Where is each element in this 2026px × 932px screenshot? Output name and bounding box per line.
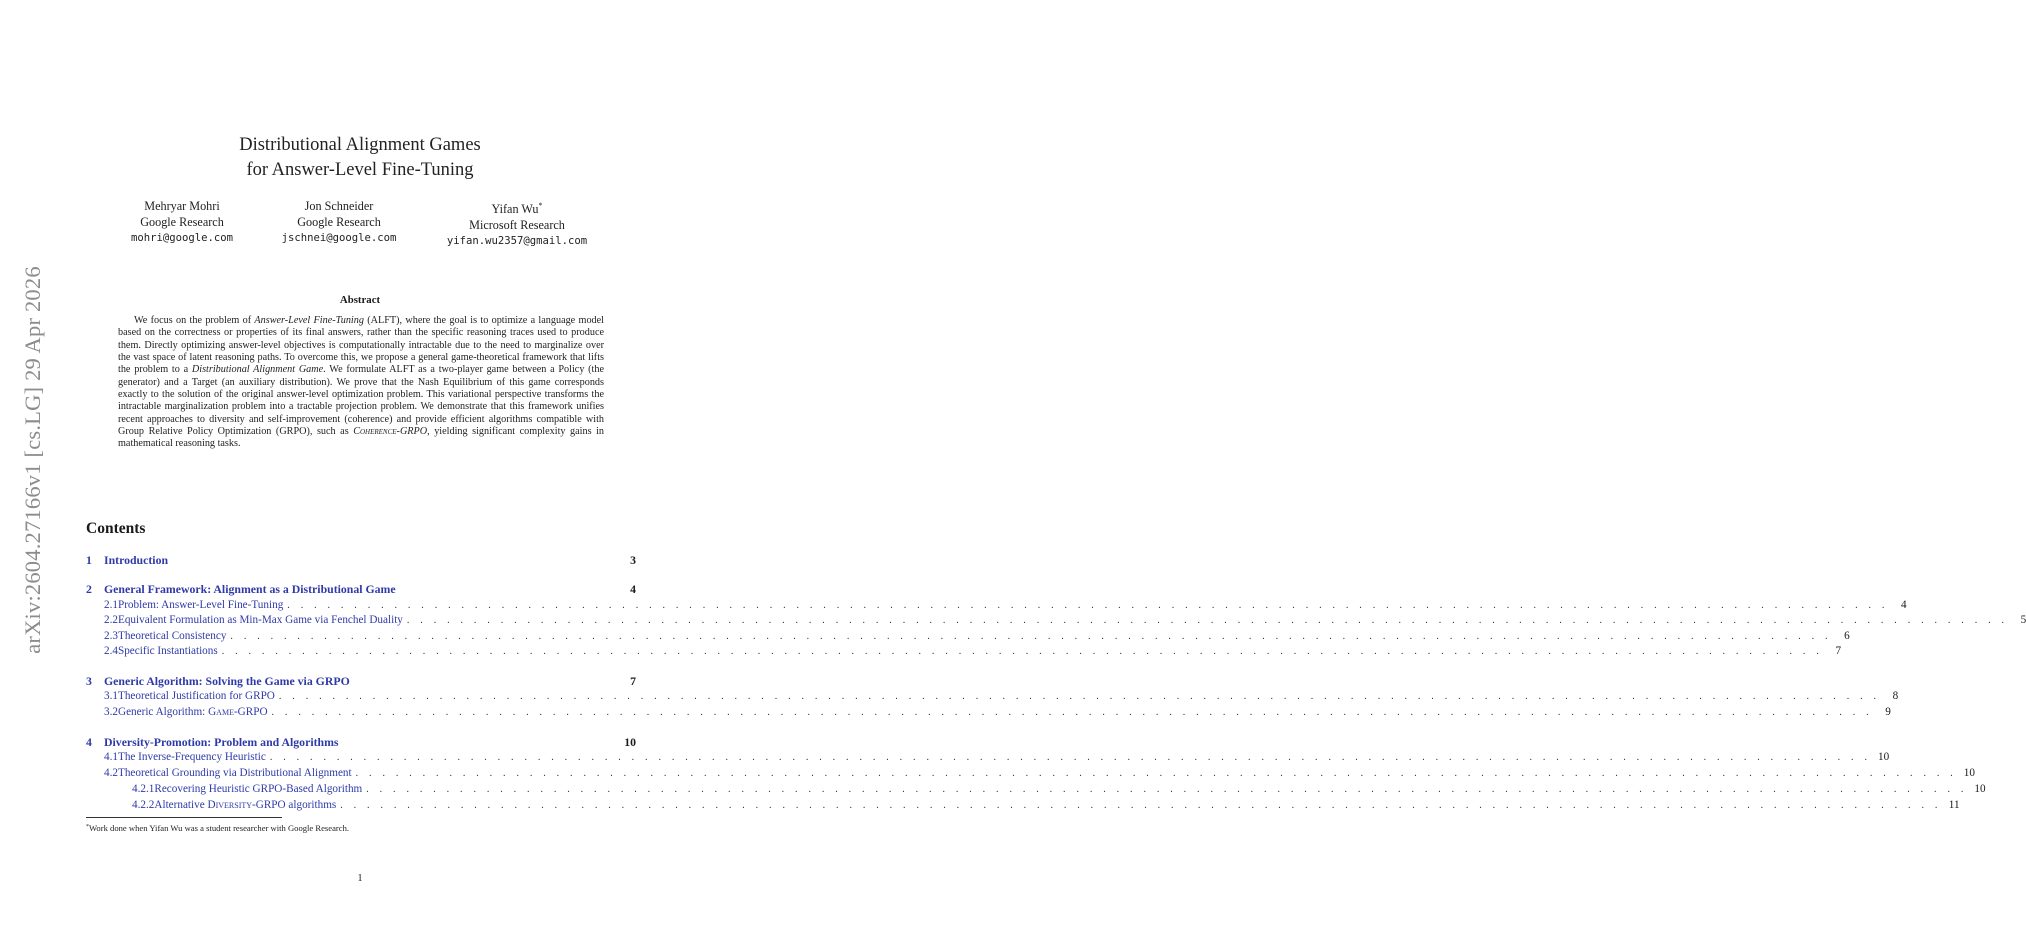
footnote-divider <box>86 817 282 818</box>
toc-entry-link[interactable]: Problem: Answer-Level Fine-Tuning <box>117 599 284 611</box>
toc-entry-link[interactable]: General Framework: Alignment as a Distributional Game <box>104 582 396 596</box>
toc-entry[interactable] <box>86 582 636 596</box>
toc-leader-dots: . . . . . . . . . . . . . . . . . . . . . . . . . . . . . . . . . . . . . . . . . . . . . . . . . . . . . . . . . . . . . . . . . . . . . . . . . . . . . . . . . . . . . . . . . . . . . . . . . . . . . . . . . . . . . . . . . . . . . . . . <box>406 615 2009 626</box>
title-line-1: Distributional Alignment Games <box>239 135 481 155</box>
author-affiliation: Google Research <box>297 215 381 229</box>
toc-entry-number[interactable]: 2.3 <box>104 630 118 642</box>
small-caps-term: Diversity <box>207 799 253 811</box>
toc-entry[interactable] <box>86 614 2026 628</box>
toc-leader-dots: . . . . . . . . . . . . . . . . . . . . . . . . . . . . . . . . . . . . . . . . . . . . . . . . . . . . . . . . . . . . . . . . . . . . . . . . . . . . . . . . . . . . . . . . . . . . . . . . . . . . . . . . . . . . . . . . . . . . . . . . <box>269 752 1872 763</box>
toc-entry-page[interactable]: 7 <box>1835 645 1842 657</box>
footnote-marker: * <box>86 824 89 830</box>
abstract-text-segment: Answer-Level Fine-Tuning <box>254 315 364 326</box>
toc-entry[interactable] <box>86 553 636 567</box>
page-number: 1 <box>357 873 363 884</box>
abstract-text-segment: Distributional Alignment Game <box>191 364 324 376</box>
toc-entry[interactable] <box>86 783 1986 797</box>
small-caps-term: Game <box>208 706 234 718</box>
toc-entry-number[interactable]: 3 <box>86 674 92 688</box>
toc-entry-number[interactable]: 2.1 <box>104 599 118 611</box>
toc-entry[interactable] <box>86 630 1850 644</box>
title-line-2: for Answer-Level Fine-Tuning <box>246 160 474 180</box>
toc-entry-number[interactable]: 2.2 <box>104 614 118 626</box>
abstract-heading: Abstract <box>339 294 381 306</box>
author-name: Mehryar Mohri <box>144 199 220 213</box>
toc-entry-number[interactable]: 4.1 <box>104 751 118 763</box>
toc-entry-page[interactable]: 10 <box>624 735 636 749</box>
author-name: Yifan Wu <box>491 202 539 217</box>
toc-entry-link[interactable]: Alternative Diversity-GRPO algorithms <box>154 799 337 811</box>
toc-entry[interactable] <box>86 767 1975 781</box>
toc-entry[interactable] <box>86 751 1890 765</box>
contents-heading: Contents <box>86 520 146 537</box>
toc-entry-page[interactable]: 10 <box>1963 767 1975 779</box>
toc-leader-dots: . . . . . . . . . . . . . . . . . . . . . . . . . . . . . . . . . . . . . . . . . . . . . . . . . . . . . . . . . . . . . . . . . . . . . . . . . . . . . . . . . . . . . . . . . . . . . . . . . . . . . . . . . . . . . . . . . . . . . . . . <box>287 600 1889 611</box>
toc-entry-number[interactable]: 4 <box>86 735 92 749</box>
toc-entry[interactable] <box>86 645 1842 659</box>
toc-leader-dots: . . . . . . . . . . . . . . . . . . . . . . . . . . . . . . . . . . . . . . . . . . . . . . . . . . . . . . . . . . . . . . . . . . . . . . . . . . . . . . . . . . . . . . . . . . . . . . . . . . . . . . . . . . . . . . . . . . . . . . . . <box>278 691 1881 702</box>
toc-entry-link[interactable]: Specific Instantiations <box>117 645 218 657</box>
toc-entry-number[interactable]: 4.2.2 <box>132 799 155 811</box>
author-name: Jon Schneider <box>304 199 374 213</box>
toc-entry-number[interactable]: 3.1 <box>104 690 118 702</box>
author-3 <box>432 198 602 249</box>
toc-entry-link[interactable]: Recovering Heuristic GRPO-Based Algorithm <box>154 783 363 795</box>
abstract-text-segment: , yielding significant complexity gains in mathematical reasoning tasks. <box>118 426 604 450</box>
author-name-line <box>432 198 602 217</box>
toc-entry-page[interactable]: 10 <box>1974 783 1986 795</box>
toc-entry-link[interactable]: Generic Algorithm: Solving the Game via GRPO <box>104 674 350 688</box>
toc-entry[interactable] <box>86 690 1899 704</box>
arxiv-identifier-stamp <box>4 245 62 675</box>
toc-entry[interactable] <box>86 706 1891 720</box>
abstract-body <box>118 315 604 451</box>
toc-entry-number[interactable]: 4.2 <box>104 767 118 779</box>
toc-leader-dots: . . . . . . . . . . . . . . . . . . . . . . . . . . . . . . . . . . . . . . . . . . . . . . . . . . . . . . . . . . . . . . . . . . . . . . . . . . . . . . . . . . . . . . . . . . . . . . . . . . . . . . . . . . . . . . . . . . . . . . . . <box>355 768 1957 779</box>
footnote-text: Work done when Yifan Wu was a student researcher with Google Research. <box>89 823 350 833</box>
abstract-text-segment: Coherence-GRPO <box>353 426 428 438</box>
toc-entry-link[interactable]: Equivalent Formulation as Min-Max Game via Fenchel Duality <box>117 614 403 626</box>
toc-entry-link[interactable]: Theoretical Justification for GRPO <box>117 690 275 702</box>
toc-entry-page[interactable]: 7 <box>630 674 636 688</box>
arxiv-identifier-text: arXiv:2604.27166v1 [cs.LG] 29 Apr 2026 <box>20 266 45 654</box>
toc-entry-page[interactable]: 11 <box>1948 799 1960 811</box>
toc-entry-number[interactable]: 4.2.1 <box>132 783 155 795</box>
toc-leader-dots: . . . . . . . . . . . . . . . . . . . . . . . . . . . . . . . . . . . . . . . . . . . . . . . . . . . . . . . . . . . . . . . . . . . . . . . . . . . . . . . . . . . . . . . . . . . . . . . . . . . . . . . . . . . . . . . . . . . . . . . . <box>366 784 1968 795</box>
toc-entry-number[interactable]: 1 <box>86 553 92 567</box>
toc-entry-page[interactable]: 8 <box>1892 690 1899 702</box>
toc-entry-link[interactable]: Introduction <box>104 553 169 567</box>
toc-entry-page[interactable]: 5 <box>2020 614 2026 626</box>
author-email[interactable]: jschnei@google.com <box>281 232 397 244</box>
toc-entry-page[interactable]: 9 <box>1885 706 1891 718</box>
footnote-marker[interactable]: * <box>538 201 543 210</box>
footnote <box>86 823 626 833</box>
toc-entry[interactable] <box>86 799 1960 813</box>
toc-entry-link[interactable]: Diversity-Promotion: Problem and Algorithms <box>104 735 339 749</box>
author-2 <box>269 198 409 246</box>
toc-entry-number[interactable]: 3.2 <box>104 706 118 718</box>
toc-entry-page[interactable]: 6 <box>1844 630 1850 642</box>
toc-leader-dots: . . . . . . . . . . . . . . . . . . . . . . . . . . . . . . . . . . . . . . . . . . . . . . . . . . . . . . . . . . . . . . . . . . . . . . . . . . . . . . . . . . . . . . . . . . . . . . . . . . . . . . . . . . . . . . . . . . . . . . . . <box>230 631 1832 642</box>
toc-entry-page[interactable]: 3 <box>630 553 636 567</box>
author-email[interactable]: yifan.wu2357@gmail.com <box>446 235 588 248</box>
abstract-text-segment: We focus on the problem of <box>134 315 255 326</box>
author-affiliation: Microsoft Research <box>469 218 565 233</box>
author-email[interactable]: mohri@google.com <box>130 232 234 244</box>
toc-leader-dots: . . . . . . . . . . . . . . . . . . . . . . . . . . . . . . . . . . . . . . . . . . . . . . . . . . . . . . . . . . . . . . . . . . . . . . . . . . . . . . . . . . . . . . . . . . . . . . . . . . . . . . . . . . . . . . . . . . . . . . . . <box>221 646 1824 657</box>
toc-entry-number[interactable]: 2 <box>86 582 92 596</box>
toc-entry-page[interactable]: 4 <box>1901 599 1907 611</box>
toc-entry-link[interactable]: Theoretical Consistency <box>117 630 227 642</box>
toc-entry[interactable] <box>86 674 636 688</box>
toc-entry[interactable] <box>86 735 636 749</box>
author-affiliation: Google Research <box>140 215 224 229</box>
paper-title <box>150 133 570 183</box>
toc-entry-page[interactable]: 10 <box>1877 751 1890 763</box>
toc-entry-link[interactable]: Generic Algorithm: Game-GRPO <box>117 706 268 718</box>
toc-leader-dots: . . . . . . . . . . . . . . . . . . . . . . . . . . . . . . . . . . . . . . . . . . . . . . . . . . . . . . . . . . . . . . . . . . . . . . . . . . . . . . . . . . . . . . . . . . . . . . . . . . . . . . . . . . . . . . . . . . . . . . . . <box>271 707 1873 718</box>
toc-entry-link[interactable]: Theoretical Grounding via Distributional Alignment <box>117 767 352 779</box>
toc-entry-link[interactable]: The Inverse-Frequency Heuristic <box>117 751 266 763</box>
abstract-text-segment: (ALFT), where the goal is to optimize a language model based on the correctness or properties of its final answers, rather than the specific reasoning traces used to produce them. Directly optimizing answer-level objectives is computationally intractable due to the need to marginalize over the vast space of latent reasoning paths. To overcome this, we propose a general game-theoretical framework that lifts the problem to a <box>118 315 604 376</box>
toc-entry[interactable] <box>86 599 1907 613</box>
abstract-text-segment: . We formulate ALFT as a two-player game between a Policy (the generator) and a Target (an auxiliary distribution). We prove that the Nash Equilibrium of this game corresponds exactly to the solution of the original answer-level optimization problem. This variational perspective transforms the intractable marginalization problem into a tractable projection problem. We demonstrate that this framework unifies recent approaches to diversity and self-improvement (coherence) and provide efficient algorithms compatible with Group Relative Policy Optimization (GRPO), such as <box>118 364 605 438</box>
toc-leader-dots: . . . . . . . . . . . . . . . . . . . . . . . . . . . . . . . . . . . . . . . . . . . . . . . . . . . . . . . . . . . . . . . . . . . . . . . . . . . . . . . . . . . . . . . . . . . . . . . . . . . . . . . . . . . . . . . . . . . . . . . . <box>340 800 1942 811</box>
author-1 <box>119 198 245 246</box>
toc-entry-page[interactable]: 4 <box>630 582 636 596</box>
toc-entry-number[interactable]: 2.4 <box>104 645 118 657</box>
